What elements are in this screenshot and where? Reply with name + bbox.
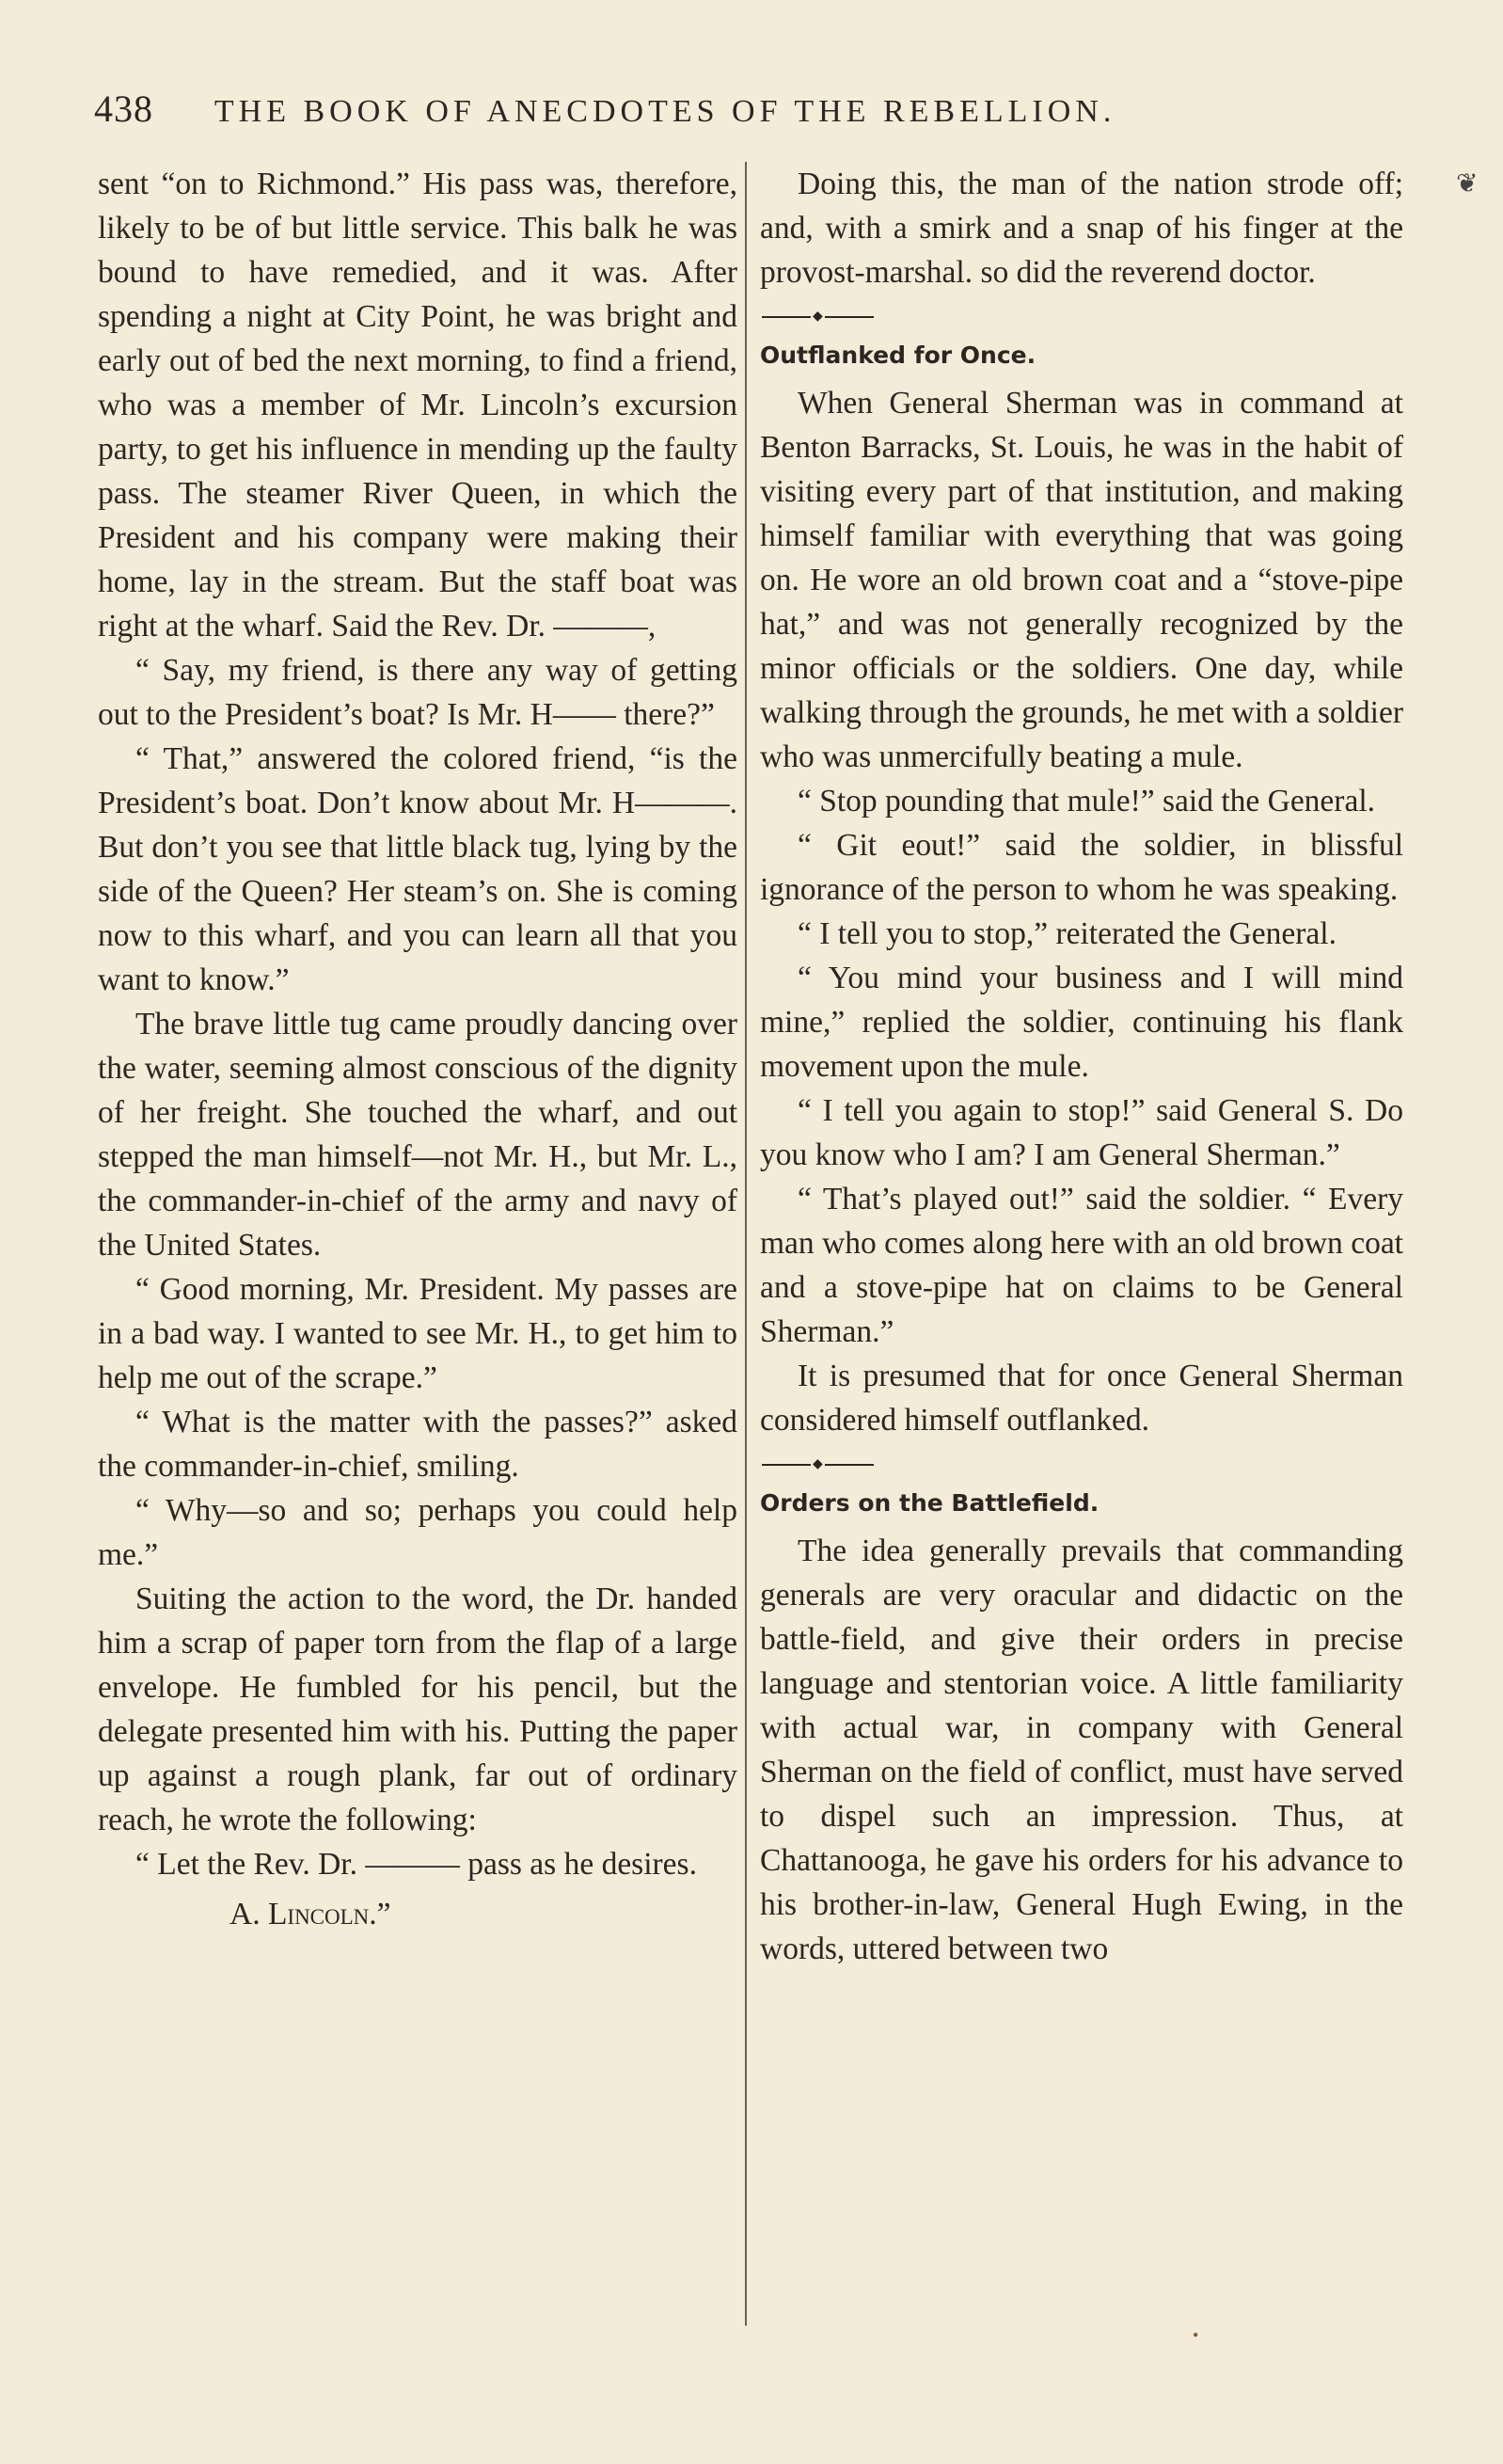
- paragraph-6: “ What is the matter with the passes?” asked the commander-in-chief, smiling.: [98, 1405, 737, 1484]
- running-title: THE BOOK OF ANECDOTES OF THE REBELLION.: [214, 94, 1116, 129]
- section-heading-outflanked: Outflanked for Once.: [760, 342, 1036, 369]
- paragraph-8: Suiting the action to the word, the Dr. handed him a scrap of paper torn from the flap of a large envelope. He fumbled for his pencil, but the delegate presented him with his. Putting the paper up against a rough plank, far out of ordinary reach, he wrote the following:: [98, 1582, 737, 1837]
- paragraph-continued: Doing this, the man of the nation strode off; and, with a smirk and a snap of his finger at the provost-marshal. so did the reverend doctor.: [760, 167, 1403, 290]
- paragraph-4: The brave little tug came proudly dancing over the water, seeming almost conscious of the dignity of her freight. She touched the wharf, and out stepped the man himself—not Mr. H., but Mr. L., the commander-in-chief of the army and navy of the United States.: [98, 1007, 737, 1263]
- ink-speck: •: [1193, 2326, 1199, 2345]
- paragraph-tell-again: “ I tell you again to stop!” said General S. Do you know who I am? I am General Sherman.”: [760, 1093, 1403, 1172]
- section-ornament: ◆: [760, 1448, 1403, 1482]
- right-column: [760, 162, 1403, 1971]
- paragraph-stop-pounding: “ Stop pounding that mule!” said the General.: [798, 784, 1376, 819]
- left-column: [98, 162, 737, 1936]
- paragraph-presumed: It is presumed that for once General Sherman considered himself outflanked.: [760, 1359, 1403, 1438]
- column-divider: [745, 162, 747, 2326]
- paragraph-git-eout: “ Git eout!” said the soldier, in blissful ignorance of the person to whom he was speaking.: [760, 828, 1403, 907]
- paragraph-1: sent “on to Richmond.” His pass was, therefore, likely to be of but little service. This balk he was bound to have remedied, and it was. After spending a night at City Point, he was bright and early out of bed the next morning, to find a friend, who was a member of Mr. Lincoln’s excursion party, to get his influence in mending up the faulty pass. The steamer River Queen, in which the President and his company were making their home, lay in the stream. But the staff boat was right at the wharf. Said the Rev. Dr. ———,: [98, 167, 737, 644]
- section-ornament: ◆: [760, 300, 1403, 334]
- paragraph-3: “ That,” answered the colored friend, “is the President’s boat. Don’t know about Mr. H———. But don’t you see that little black tug, lying by the side of the Queen? Her steam’s on. She is coming now to this wharf, and you can learn all that you want to know.”: [98, 741, 737, 997]
- page-number: 438: [94, 87, 153, 130]
- signature: A. Lincoln.”: [229, 1897, 391, 1931]
- running-header: [94, 87, 1223, 134]
- paragraph-orders: The idea generally prevails that commanding generals are very oracular and didactic on the battle-field, and give their orders in precise language and stentorian voice. A little familiarity with actual war, in company with General Sherman on the field of conflict, must have served to dispel such an impression. Thus, at Chattanooga, he gave his orders for his advance to his brother-in-law, General Hugh Ewing, in the words, uttered between two: [760, 1534, 1403, 1966]
- paragraph-played-out: “ That’s played out!” said the soldier. “ Every man who comes along here with an old brown coat and a stove-pipe hat on claims to be General Sherman.”: [760, 1182, 1403, 1349]
- paragraph-5: “ Good morning, Mr. President. My passes are in a bad way. I wanted to see Mr. H., to get him to help me out of the scrape.”: [98, 1272, 737, 1395]
- paragraph-2: “ Say, my friend, is there any way of getting out to the President’s boat? Is Mr. H—— there?”: [98, 653, 737, 732]
- paragraph-sherman-intro: When General Sherman was in command at Benton Barracks, St. Louis, he was in the habit of visiting every part of that institution, and making himself familiar with everything that was going on. He wore an old brown coat and a “stove-pipe hat,” and was not generally recognized by the minor officials or the soldiers. One day, while walking through the grounds, he met with a soldier who was unmercifully beating a mule.: [760, 386, 1403, 774]
- section-heading-orders: Orders on the Battlefield.: [760, 1489, 1100, 1517]
- paragraph-7: “ Why—so and so; perhaps you could help me.”: [98, 1493, 737, 1572]
- paragraph-mind-business: “ You mind your business and I will mind mine,” replied the soldier, continuing his flank movement upon the mule.: [760, 961, 1403, 1084]
- paragraph-9: “ Let the Rev. Dr. ——— pass as he desires.: [135, 1847, 697, 1882]
- paragraph-reiterated: “ I tell you to stop,” reiterated the General.: [798, 916, 1337, 951]
- margin-ornament-icon: ❦: [1456, 169, 1479, 199]
